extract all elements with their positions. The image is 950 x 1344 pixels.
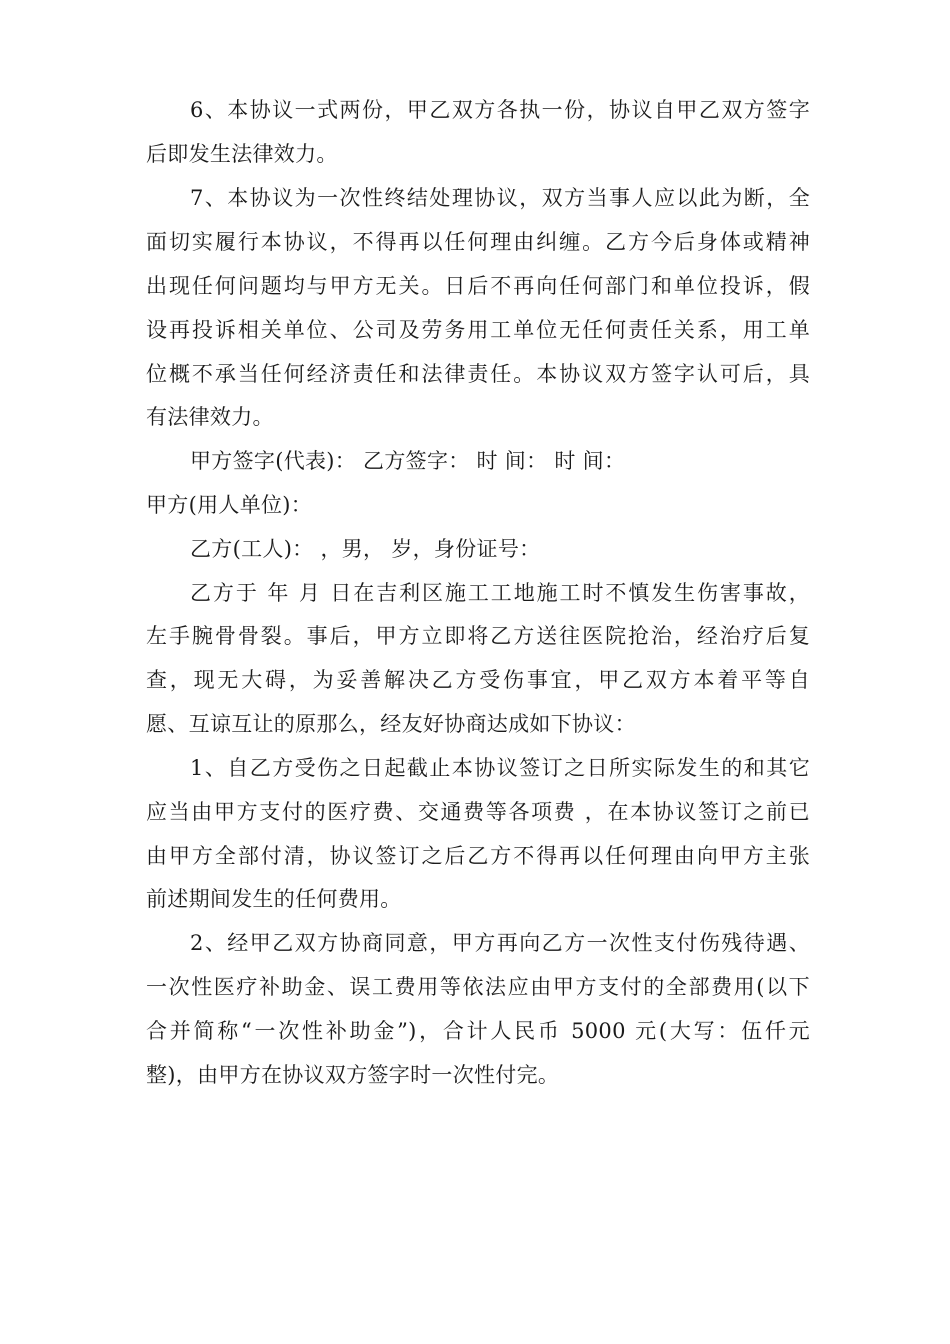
text-line: 查，现无大碍，为妥善解决乙方受伤事宜，甲乙双方本着平等自: [146, 668, 810, 692]
text-line: 设再投诉相关单位、公司及劳务用工单位无任何责任关系，用工单: [146, 318, 810, 342]
text-line: 由甲方全部付清，协议签订之后乙方不得再以任何理由向甲方主张: [146, 844, 810, 868]
text-line: 乙方于 年 月 日在吉利区施工工地施工时不慎发生伤害事故，: [190, 581, 810, 605]
text-line: 位概不承当任何经济责任和法律责任。本协议双方签字认可后，具: [146, 362, 810, 386]
text-line: 左手腕骨骨裂。事后，甲方立即将乙方送往医院抢治，经治疗后复: [146, 624, 810, 648]
text-line: 后即发生法律效力。: [146, 142, 338, 166]
party-b-line: 乙方(工人)： ，男， 岁，身份证号：: [190, 537, 541, 561]
text-line: 前述期间发生的任何费用。: [146, 887, 402, 911]
text-line: 7、本协议为一次性终结处理协议，双方当事人应以此为断，全: [190, 186, 810, 210]
text-line: 6、本协议一式两份，甲乙双方各执一份，协议自甲乙双方签字: [190, 98, 810, 122]
text-line: 一次性医疗补助金、误工费用等依法应由甲方支付的全部费用(以下: [146, 975, 810, 999]
text-line: 1、自乙方受伤之日起截止本协议签订之日所实际发生的和其它: [190, 756, 810, 780]
text-line: 应当由甲方支付的医疗费、交通费等各项费 ，在本协议签订之前已: [146, 800, 810, 824]
text-line: 面切实履行本协议，不得再以任何理由纠缠。乙方今后身体或精神: [146, 230, 810, 254]
text-line: 合并简称“一次性补助金”)，合计人民币 5000 元(大写：伍仟元: [146, 1019, 810, 1043]
text-line: 有法律效力。: [146, 405, 274, 429]
signature-line: 甲方签字(代表)： 乙方签字： 时 间： 时 间：: [190, 449, 626, 473]
text-line: 2、经甲乙双方协商同意，甲方再向乙方一次性支付伤残待遇、: [190, 931, 810, 955]
text-line: 愿、互谅互让的原那么，经友好协商达成如下协议：: [146, 712, 636, 736]
text-line: 出现任何问题均与甲方无关。日后不再向任何部门和单位投诉，假: [146, 274, 810, 298]
text-line: 整)，由甲方在协议双方签字时一次性付完。: [146, 1063, 560, 1087]
party-a-line: 甲方(用人单位)：: [146, 493, 313, 517]
